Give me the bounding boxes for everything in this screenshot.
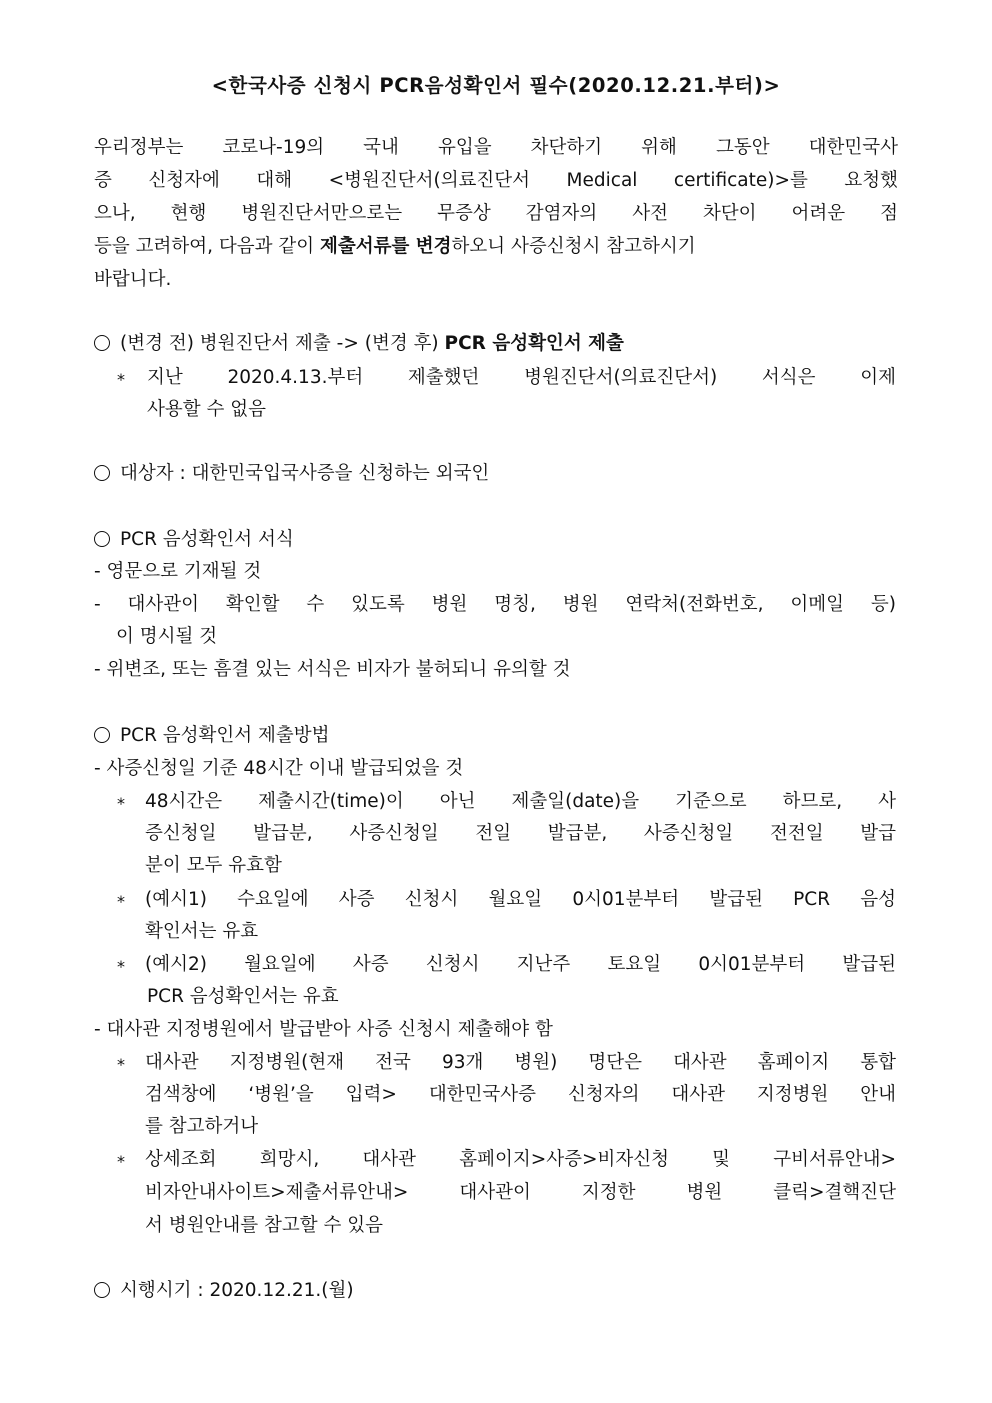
intro-line-1: 우리정부는 코로나-19의 국내 유입을 차단하기 위해 그동안 대한민국사 xyxy=(94,137,898,158)
asterisk-marker: * xyxy=(117,1152,125,1171)
section-change-heading-text: (변경 전) 병원진단서 제출 -> (변경 후) xyxy=(120,333,445,354)
intro-line-5: 바랍니다. xyxy=(94,269,172,290)
note-3-line-1: (예시2) 월요일에 사증 신청시 지난주 토요일 0시01분부터 발급된 xyxy=(145,954,896,975)
section-form-item-2-line-2: 이 명시될 것 xyxy=(116,626,218,647)
note-1-line-2: 증신청일 발급분, 사증신청일 전일 발급분, 사증신청일 전전일 발급 xyxy=(145,823,896,844)
section-submission-heading xyxy=(94,720,330,752)
note-5-line-1: 상세조회 희망시, 대사관 홈페이지>사증>비자신청 및 구비서류안내> xyxy=(145,1149,896,1170)
section-target-heading: 대상자 : 대한민국입국사증을 신청하는 외국인 xyxy=(120,463,490,484)
section-submission-item-1: - 사증신청일 기준 48시간 이내 발급되었을 것 xyxy=(94,758,464,779)
intro-line-2: 증 신청자에 대해 <병원진단서(의료진단서 Medical certificate)>를 요청했 xyxy=(94,170,898,191)
intro-line-3: 으나, 현행 병원진단서만으로는 무증상 감염자의 사전 차단이 어려운 점 xyxy=(94,203,898,224)
section-submission-item-2: - 대사관 지정병원에서 발급받아 사증 신청시 제출해야 함 xyxy=(94,1019,553,1040)
note-5-line-2: 비자안내사이트>제출서류안내> 대사관이 지정한 병원 클릭>결핵진단 xyxy=(145,1182,896,1203)
note-1-line-3: 분이 모두 유효함 xyxy=(145,855,282,876)
asterisk-marker: * xyxy=(117,794,125,813)
section-target xyxy=(94,458,489,490)
section-change-note-line-2: 사용할 수 없음 xyxy=(147,399,266,420)
intro-line-4-end: 하오니 사증신청시 참고하시기 xyxy=(451,236,696,257)
section-form-heading-text: PCR 음성확인서 서식 xyxy=(120,529,294,550)
asterisk-marker: * xyxy=(117,1055,125,1074)
intro-emphasis: 제출서류를 변경 xyxy=(320,236,452,257)
note-1-line-1: 48시간은 제출시간(time)이 아닌 제출일(date)을 기준으로 하므로, 사 xyxy=(145,791,896,812)
circle-bullet-icon xyxy=(94,531,110,547)
circle-bullet-icon xyxy=(94,335,110,351)
section-form-item-3: - 위변조, 또는 흠결 있는 서식은 비자가 불허되니 유의할 것 xyxy=(94,659,571,680)
section-change-heading-bold: PCR 음성확인서 제출 xyxy=(444,333,624,354)
section-change-heading xyxy=(94,328,624,360)
section-submission-heading-text: PCR 음성확인서 제출방법 xyxy=(120,725,330,746)
asterisk-marker: * xyxy=(117,957,125,976)
document-title: <한국사증 신청시 PCR음성확인서 필수(2020.12.21.부터)> xyxy=(211,74,781,97)
note-4-line-1: 대사관 지정병원(현재 전국 93개 병원) 명단은 대사관 홈페이지 통합 xyxy=(145,1052,896,1073)
intro-line-4-start: 등을 고려하여, 다음과 같이 xyxy=(94,236,320,257)
circle-bullet-icon xyxy=(94,465,110,481)
note-2-line-2: 확인서는 유효 xyxy=(145,921,259,942)
section-form-heading xyxy=(94,524,294,556)
intro-line-4 xyxy=(94,231,898,263)
asterisk-marker: * xyxy=(117,370,125,389)
circle-bullet-icon xyxy=(94,1282,110,1298)
section-form-item-1: - 영문으로 기재될 것 xyxy=(94,561,262,582)
note-4-line-3: 를 참고하거나 xyxy=(145,1116,259,1137)
asterisk-marker: * xyxy=(117,892,125,911)
note-5-line-3: 서 병원안내를 참고할 수 있음 xyxy=(145,1215,383,1236)
note-4-line-2: 검색창에 ‘병원’을 입력> 대한민국사증 신청자의 대사관 지정병원 안내 xyxy=(145,1084,896,1105)
section-effective-date-text: 시행시기 : 2020.12.21.(월) xyxy=(120,1280,354,1301)
section-effective-date xyxy=(94,1275,354,1307)
section-change-note-line-1: 지난 2020.4.13.부터 제출했던 병원진단서(의료진단서) 서식은 이제 xyxy=(147,367,896,388)
note-2-line-1: (예시1) 수요일에 사증 신청시 월요일 0시01분부터 발급된 PCR 음성 xyxy=(145,889,896,910)
section-form-item-2-line-1: - 대사관이 확인할 수 있도록 병원 명칭, 병원 연락처(전화번호, 이메일 등) xyxy=(94,594,896,615)
circle-bullet-icon xyxy=(94,727,110,743)
note-3-line-2: PCR 음성확인서는 유효 xyxy=(147,986,339,1007)
